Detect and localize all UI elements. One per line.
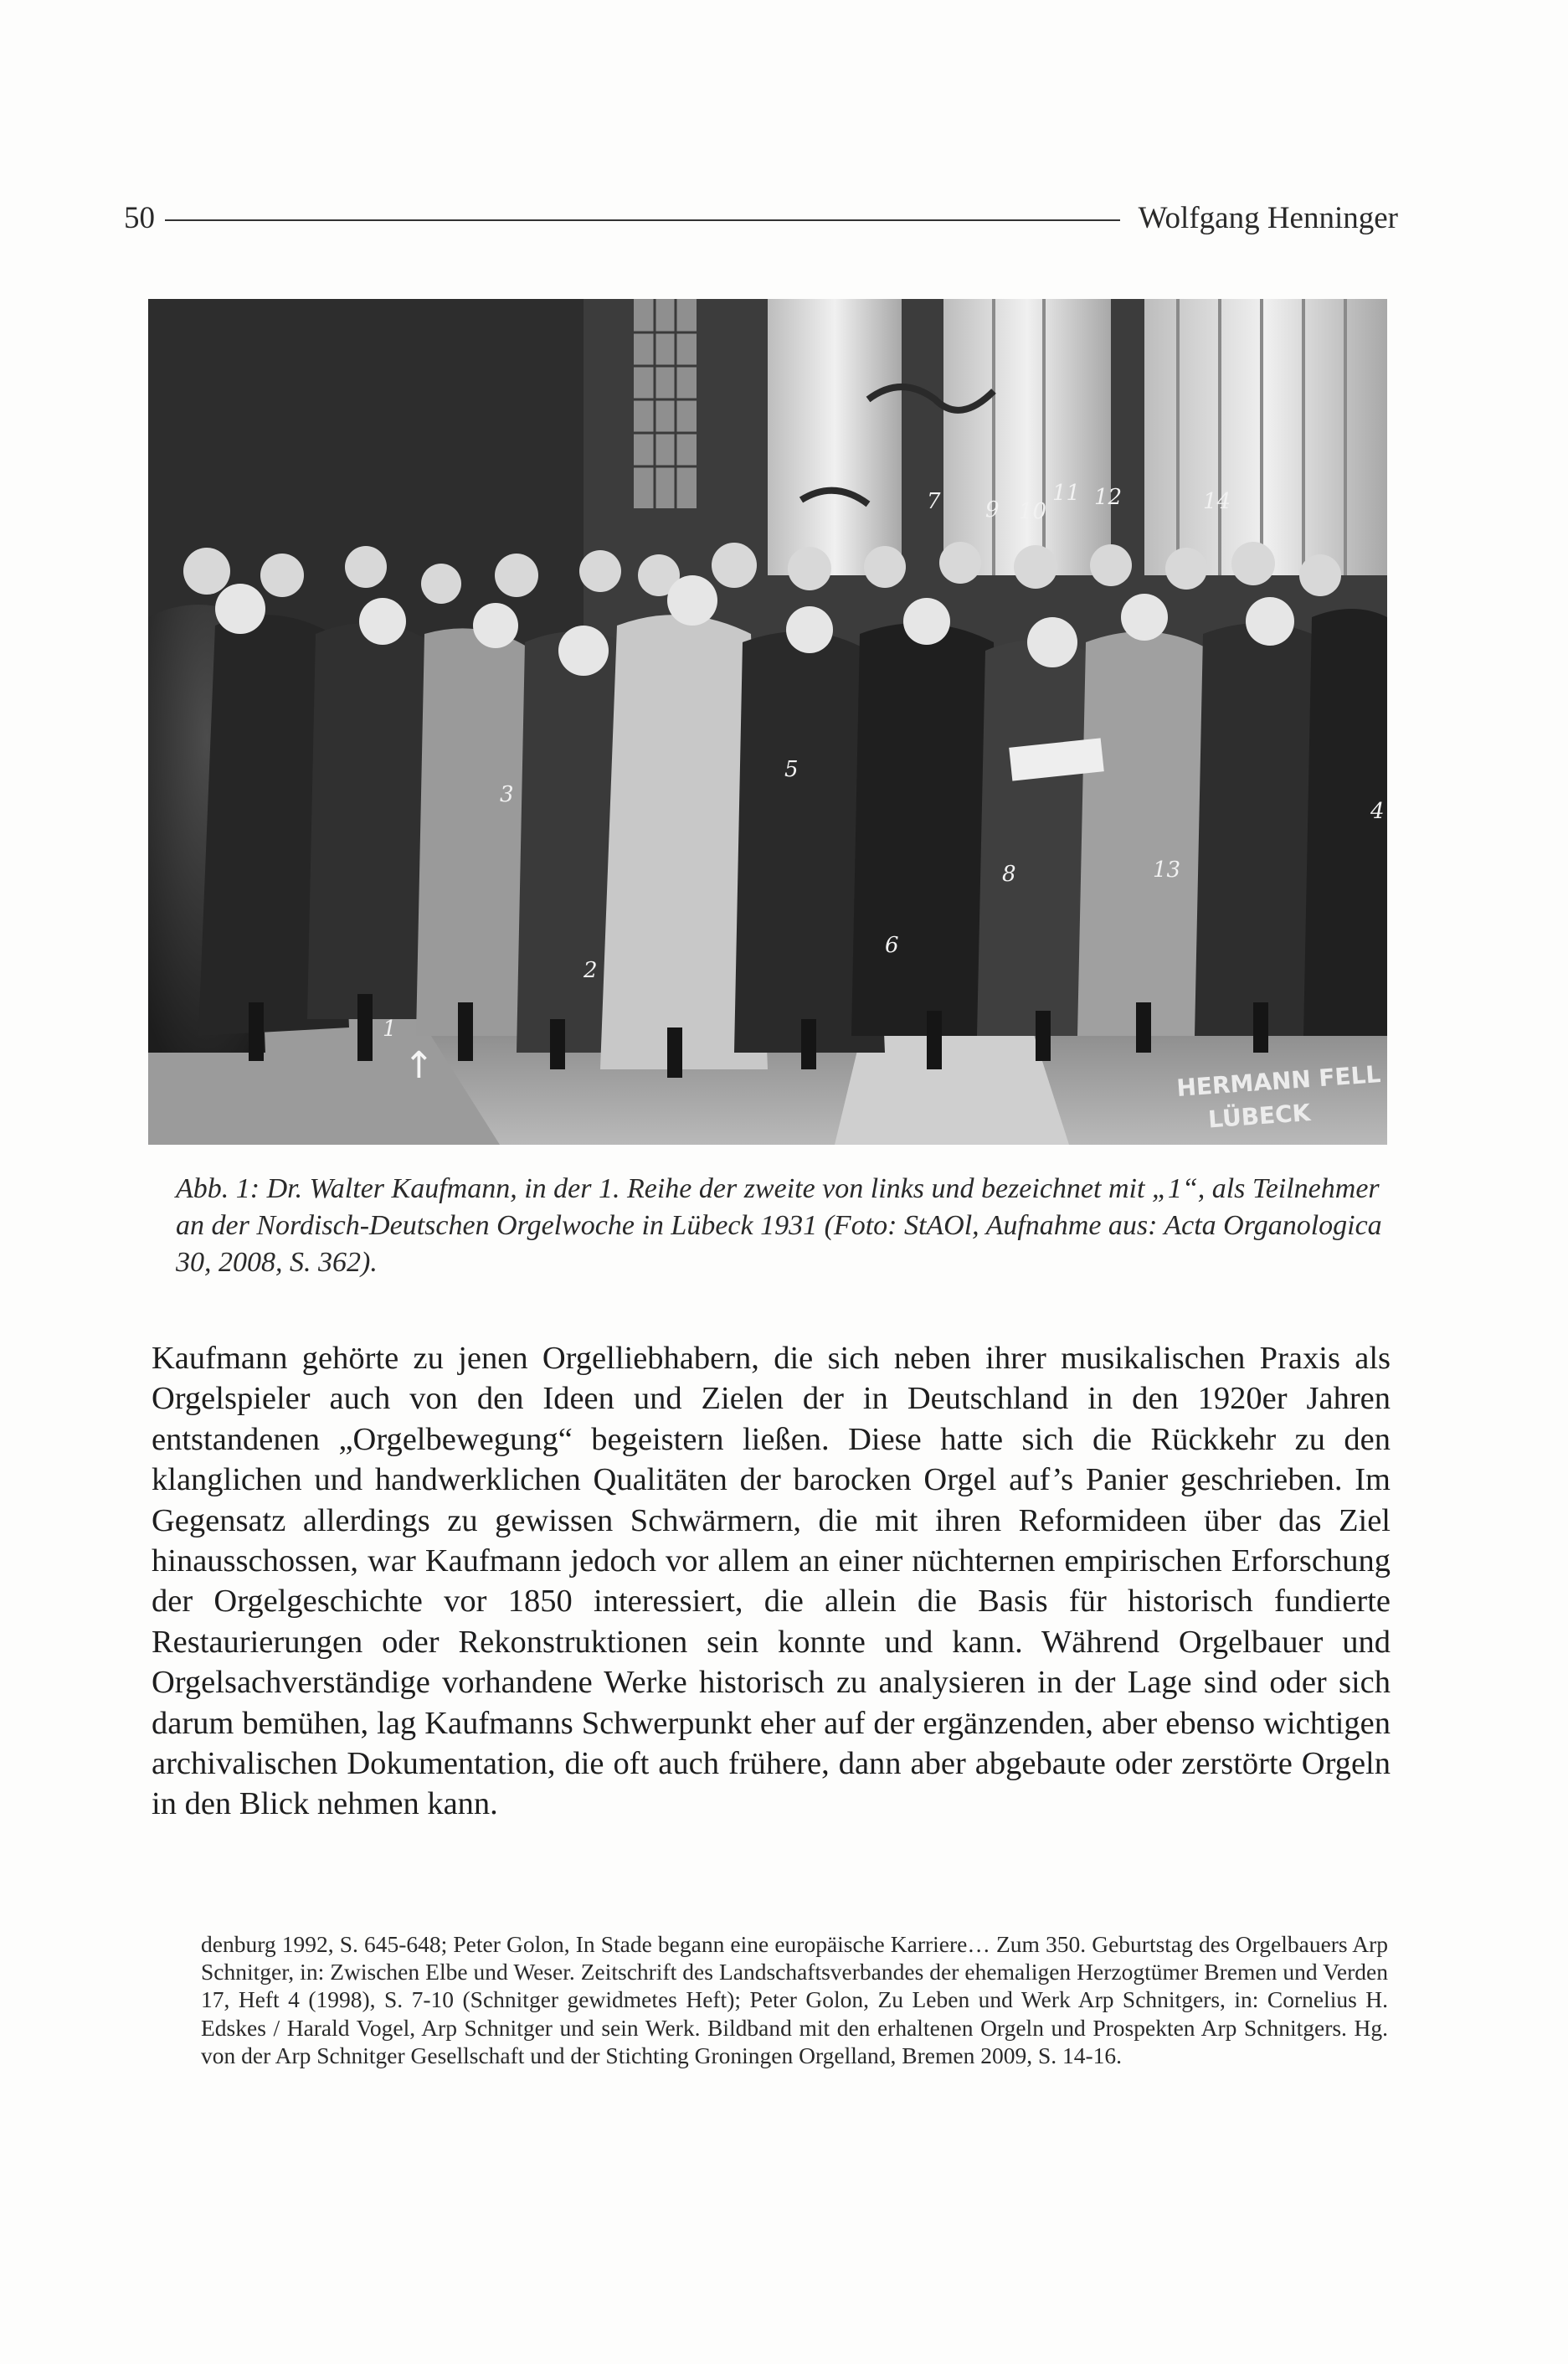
header-rule (165, 219, 1120, 221)
photo-mark-8: 8 (1002, 862, 1016, 887)
figure-caption: Abb. 1: Dr. Walter Kaufmann, in der 1. Reihe der zweite von links und bezeichnet mit „1“, als Teilnehmer an der Nordisch-Deutschen Orgelwoche in Lübeck 1931 (Foto: StAOl, Aufnahme aus: Acta Organologica 30, 2008, S. 362). (176, 1173, 1382, 1278)
running-head (124, 193, 1398, 243)
photo-mark-9: 9 (985, 497, 1000, 523)
photo-mark-12: 12 (1094, 485, 1123, 510)
photo-mark-4: 4 (1370, 799, 1385, 824)
svg-text:HERMANN FELL: HERMANN FELL (1175, 1060, 1382, 1102)
svg-text:LÜBECK: LÜBECK (1207, 1099, 1312, 1134)
photo-mark-14: 14 (1203, 489, 1231, 514)
photo-mark-7: 7 (927, 489, 941, 514)
photo-mark-10: 10 (1019, 499, 1047, 524)
photo-mark-6: 6 (885, 933, 899, 958)
footnote: denburg 1992, S. 645-648; Peter Golon, In Stade begann eine europäische Karriere… Zum 350. Geburtstag des Orgelbauers Arp Schnitger, in: Zwischen Elbe und Weser. Zeitschrift des Landschaftsverbandes der ehemaligen Herzogtümer Bremen und Verden 17, Heft 4 (1998), S. 7-10 (Schnitger gewidmetes Heft); Peter Golon, Zu Leben und Werk Arp Schnitgers, in: Cornelius H. Edskes / Harald Vogel, Arp Schnitger und sein Werk. Bildband mit den erhaltenen Orgeln und Prospekten Arp Schnitgers. Hg. von der Arp Schnitger Gesellschaft und der Stichting Groningen Orgelland, Bremen 2009, S. 14-16. (201, 1931, 1388, 2068)
photo-mark-1: 1 (383, 1017, 397, 1042)
photo-mark-2: 2 (584, 958, 598, 983)
photo-mark-3: 3 (500, 782, 514, 807)
page-number: 50 (124, 200, 155, 235)
group-photo (148, 299, 1387, 1145)
running-head-author: Wolfgang Henninger (1138, 200, 1398, 235)
group-photo-image (148, 299, 1387, 1145)
photo-mark-5: 5 (784, 757, 799, 782)
body-paragraph: Kaufmann gehörte zu jenen Orgelliebhabern, die sich neben ihrer musikalischen Praxis als Orgelspieler auch von den Ideen und Zielen der in Deutschland in den 1920er Jahren entstandenen „Orgelbewegung“ begeistern ließen. Diese hatte sich die Rückkehr zu den klanglichen und handwerklichen Qualitäten der barocken Orgel auf’s Panier geschrieben. Im Gegensatz allerdings zu gewissen Schwärmern, die mit ihren Reformideen über das Ziel hinausschossen, war Kaufmann jedoch vor allem an einer nüchternen empirischen Erforschung der Orgelgeschichte vor 1850 interessiert, die allein die Basis für historisch fundierte Restaurierungen oder Rekonstruktionen sein konnte und kann. Während Orgelbauer und Orgelsachverständige vorhandene Werke historisch zu analysieren in der Lage sind oder sich darum bemühen, lag Kaufmanns Schwerpunkt eher auf der ergänzenden, aber ebenso wichtigen archivalischen Dokumentation, die oft auch frühere, dann aber abgebaute oder zerstörte Orgeln in den Blick nehmen kann. (152, 1341, 1391, 1822)
photo-mark-11: 11 (1052, 481, 1081, 506)
photo-arrow-icon: ↑ (404, 1044, 434, 1087)
photo-mark-13: 13 (1153, 858, 1181, 883)
